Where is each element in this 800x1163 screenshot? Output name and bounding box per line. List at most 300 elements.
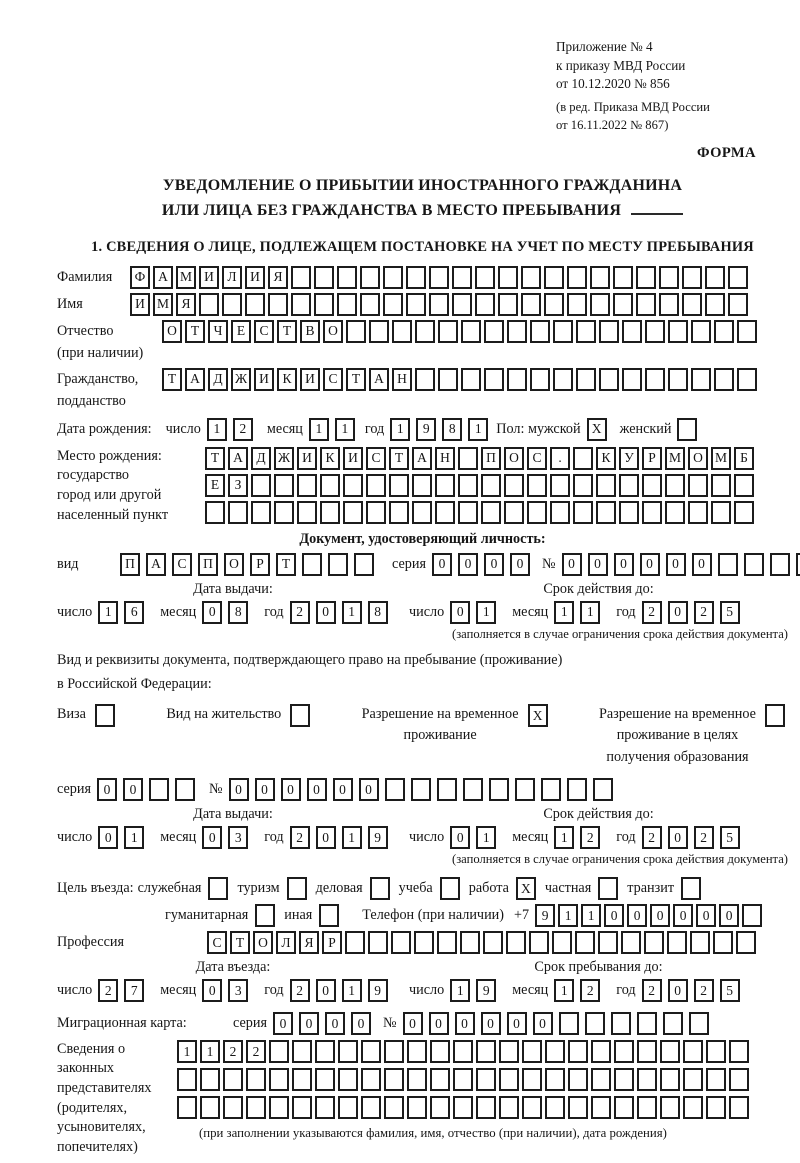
entry-day-cells [98, 979, 150, 1002]
char-cell: Ф [130, 266, 150, 289]
char-cell [660, 1068, 680, 1091]
char-cell: 0 [533, 1012, 553, 1035]
doc-number-cells [562, 553, 800, 576]
char-cell [476, 1068, 496, 1091]
char-cell: Р [250, 553, 270, 576]
edu-permit-checkbox [765, 704, 785, 727]
permit-issue-day-cells [98, 826, 150, 849]
char-cell [385, 778, 405, 801]
permit-issue-heading: Дата выдачи: [193, 805, 273, 822]
char-cell [268, 293, 288, 316]
char-cell: 0 [668, 826, 688, 849]
day-label: число [57, 828, 93, 845]
char-cell [175, 778, 195, 801]
gender-label: Пол: мужской [496, 420, 581, 437]
entry-month-cells [202, 979, 254, 1002]
char-cell: С [323, 368, 343, 391]
migcard-seriya-cells [273, 1012, 377, 1035]
char-cell: Ж [231, 368, 251, 391]
doc-kind-cells [120, 553, 380, 576]
char-cell [337, 293, 357, 316]
char-cell [384, 1068, 404, 1091]
char-cell [659, 266, 679, 289]
char-cell: 0 [403, 1012, 423, 1035]
char-cell [251, 501, 271, 524]
char-cell [619, 501, 639, 524]
char-cell [682, 266, 702, 289]
char-cell [205, 501, 225, 524]
char-cell: О [688, 447, 708, 470]
char-cell: А [146, 553, 166, 576]
profession-label: Профессия [57, 933, 124, 950]
identity-doc-heading: Документ, удостоверяющий личность: [299, 530, 546, 547]
char-cell [297, 501, 317, 524]
char-cell [484, 320, 504, 343]
char-cell [645, 368, 665, 391]
char-cell [251, 474, 271, 497]
char-cell: 0 [719, 904, 739, 927]
char-cell [343, 501, 363, 524]
representatives-row3-cells [177, 1096, 752, 1119]
char-cell: 2 [290, 826, 310, 849]
amendment-line: от 16.11.2022 № 867) [556, 118, 669, 133]
char-cell [622, 368, 642, 391]
char-cell: 6 [124, 601, 144, 624]
char-cell [453, 1040, 473, 1063]
birthplace-row1-cells [205, 447, 757, 470]
phone-prefix: +7 [513, 906, 530, 923]
char-cell [559, 1012, 579, 1035]
char-cell: 2 [223, 1040, 243, 1063]
char-cell [668, 320, 688, 343]
year-label: год [364, 420, 385, 437]
char-cell [476, 1040, 496, 1063]
char-cell: Т [277, 320, 297, 343]
char-cell: М [711, 447, 731, 470]
char-cell: 2 [642, 601, 662, 624]
char-cell [590, 293, 610, 316]
permit-expiry-month-cells [554, 826, 606, 849]
appendix-line: Приложение № 4 [556, 39, 653, 54]
char-cell [688, 474, 708, 497]
char-cell: О [504, 447, 524, 470]
char-cell [458, 474, 478, 497]
char-cell: 5 [720, 826, 740, 849]
char-cell [269, 1040, 289, 1063]
purpose-option-work: работа X [469, 877, 545, 900]
char-cell: Т [230, 931, 250, 954]
entry-date-heading: Дата въезда: [195, 958, 271, 975]
citizenship-label: Гражданство, подданство [57, 370, 139, 409]
stay-day-cells [450, 979, 502, 1002]
char-cell: 0 [281, 778, 301, 801]
char-cell: 0 [429, 1012, 449, 1035]
char-cell [591, 1096, 611, 1119]
char-cell [568, 1068, 588, 1091]
char-cell: 1 [476, 601, 496, 624]
char-cell: О [253, 931, 273, 954]
surname-label: Фамилия [57, 268, 113, 285]
char-cell [414, 931, 434, 954]
char-cell: . [550, 447, 570, 470]
char-cell: О [162, 320, 182, 343]
entry-year-cells [290, 979, 394, 1002]
char-cell [553, 368, 573, 391]
residence-intro-line2: в Российской Федерации: [57, 676, 212, 693]
char-cell [585, 1012, 605, 1035]
char-cell [744, 553, 764, 576]
char-cell [593, 778, 613, 801]
char-cell [541, 778, 561, 801]
char-cell [346, 320, 366, 343]
char-cell [437, 931, 457, 954]
patronymic-label: Отчество (при наличии) [57, 322, 144, 361]
char-cell: Т [185, 320, 205, 343]
birthplace-row2-cells [205, 474, 757, 497]
char-cell [529, 931, 549, 954]
gender-female-checkbox [677, 418, 697, 441]
char-cell [453, 1096, 473, 1119]
char-cell [521, 266, 541, 289]
permit-number-label: № [208, 780, 223, 797]
char-cell [223, 1068, 243, 1091]
char-cell [637, 1096, 657, 1119]
char-cell [429, 266, 449, 289]
char-cell [452, 266, 472, 289]
char-cell: Ж [274, 447, 294, 470]
birthplace-block [57, 447, 788, 528]
char-cell: Я [299, 931, 319, 954]
char-cell [274, 474, 294, 497]
char-cell: 8 [228, 601, 248, 624]
birthdate-month-cells [309, 418, 361, 441]
char-cell [530, 368, 550, 391]
char-cell: 0 [123, 778, 143, 801]
birthdate-row [57, 418, 788, 441]
char-cell: 9 [368, 979, 388, 1002]
char-cell [489, 778, 509, 801]
char-cell [567, 778, 587, 801]
char-cell: 0 [229, 778, 249, 801]
migration-card-label: Миграционная карта: [57, 1014, 187, 1031]
char-cell [659, 293, 679, 316]
char-cell: 0 [316, 979, 336, 1002]
char-cell: З [228, 474, 248, 497]
month-label: месяц [512, 981, 549, 998]
doc-expiry-year-cells [642, 601, 746, 624]
char-cell [575, 931, 595, 954]
other-checkbox [319, 904, 339, 927]
char-cell [590, 266, 610, 289]
char-cell [438, 320, 458, 343]
month-label: месяц [512, 603, 549, 620]
char-cell: Е [205, 474, 225, 497]
char-cell: 1 [342, 601, 362, 624]
char-cell [665, 474, 685, 497]
char-cell [407, 1040, 427, 1063]
char-cell: 0 [97, 778, 117, 801]
char-cell: А [228, 447, 248, 470]
char-cell [499, 1096, 519, 1119]
char-cell: 1 [580, 601, 600, 624]
char-cell [705, 266, 725, 289]
char-cell [734, 501, 754, 524]
char-cell: П [198, 553, 218, 576]
char-cell: 0 [614, 553, 634, 576]
study-checkbox [440, 877, 460, 900]
residence-options-row [57, 704, 788, 768]
char-cell: И [245, 266, 265, 289]
char-cell [292, 1096, 312, 1119]
char-cell: 0 [450, 601, 470, 624]
char-cell [522, 1096, 542, 1119]
char-cell [660, 1096, 680, 1119]
char-cell [200, 1096, 220, 1119]
representatives-note: (при заполнении указываются фамилия, имя, отчество (при наличии), дата рождения) [199, 1125, 667, 1140]
humanitarian-checkbox [255, 904, 275, 927]
char-cell [483, 931, 503, 954]
char-cell [663, 1012, 683, 1035]
char-cell: 2 [694, 601, 714, 624]
char-cell [711, 501, 731, 524]
page-title-line2: ИЛИ ЛИЦА БЕЗ ГРАЖДАНСТВА В МЕСТО ПРЕБЫВАНИЯ [161, 201, 622, 219]
patronymic-cells [162, 320, 760, 343]
char-cell: 1 [98, 601, 118, 624]
char-cell: А [412, 447, 432, 470]
char-cell [245, 293, 265, 316]
permit-seriya-label: серия [57, 780, 91, 797]
char-cell: К [596, 447, 616, 470]
char-cell: 0 [455, 1012, 475, 1035]
char-cell: 0 [351, 1012, 371, 1035]
char-cell: 0 [507, 1012, 527, 1035]
char-cell: 1 [554, 826, 574, 849]
char-cell [619, 474, 639, 497]
char-cell [429, 293, 449, 316]
purpose-option-business: деловая [316, 877, 399, 900]
char-cell [644, 931, 664, 954]
stay-until-heading: Срок пребывания до: [534, 958, 663, 975]
char-cell: С [366, 447, 386, 470]
char-cell [729, 1068, 749, 1091]
doc-kind-row [57, 553, 788, 576]
doc-expiry-date [409, 601, 788, 624]
stay-until-date [409, 979, 788, 1002]
char-cell [481, 474, 501, 497]
char-cell [384, 1040, 404, 1063]
day-label: число [409, 981, 445, 998]
char-cell: 1 [558, 904, 578, 927]
tourism-checkbox [287, 877, 307, 900]
char-cell [315, 1068, 335, 1091]
char-cell: 0 [668, 601, 688, 624]
char-cell: Т [205, 447, 225, 470]
char-cell: 1 [207, 418, 227, 441]
permit-expiry-year-cells [642, 826, 746, 849]
char-cell [406, 266, 426, 289]
char-cell [269, 1068, 289, 1091]
residence-option-temp-permit: Разрешение на временное проживание X [362, 704, 551, 747]
char-cell [315, 1096, 335, 1119]
char-cell [736, 931, 756, 954]
char-cell [366, 474, 386, 497]
char-cell: 0 [432, 553, 452, 576]
profession-cells [207, 931, 759, 954]
char-cell [384, 1096, 404, 1119]
char-cell [297, 474, 317, 497]
char-cell: 3 [228, 826, 248, 849]
char-cell [522, 1040, 542, 1063]
char-cell [544, 293, 564, 316]
char-cell: 0 [325, 1012, 345, 1035]
char-cell: 8 [442, 418, 462, 441]
char-cell: Н [392, 368, 412, 391]
char-cell [599, 320, 619, 343]
char-cell [406, 293, 426, 316]
char-cell [453, 1068, 473, 1091]
char-cell [545, 1096, 565, 1119]
migcard-number-label: № [382, 1014, 397, 1031]
char-cell: М [153, 293, 173, 316]
char-cell [360, 293, 380, 316]
purpose-option-other: иная [284, 904, 348, 927]
char-cell [611, 1012, 631, 1035]
char-cell [369, 320, 389, 343]
char-cell: 0 [604, 904, 624, 927]
char-cell: Д [251, 447, 271, 470]
doc-issue-date [57, 601, 409, 624]
char-cell [361, 1096, 381, 1119]
char-cell: 1 [342, 979, 362, 1002]
char-cell: 0 [359, 778, 379, 801]
char-cell [614, 1040, 634, 1063]
entry-date [57, 979, 409, 1002]
char-cell [683, 1068, 703, 1091]
char-cell [545, 1068, 565, 1091]
char-cell [415, 320, 435, 343]
appendix-line: от 10.12.2020 № 856 [556, 76, 670, 92]
char-cell [521, 293, 541, 316]
char-cell: 2 [98, 979, 118, 1002]
char-cell: 1 [468, 418, 488, 441]
representatives-cells [177, 1040, 752, 1158]
year-label: год [616, 981, 636, 998]
firstname-label: Имя [57, 295, 83, 312]
char-cell [621, 931, 641, 954]
char-cell: 0 [692, 553, 712, 576]
char-cell [737, 320, 757, 343]
char-cell [338, 1096, 358, 1119]
char-cell: 1 [177, 1040, 197, 1063]
char-cell: 0 [627, 904, 647, 927]
char-cell: К [277, 368, 297, 391]
char-cell [499, 1040, 519, 1063]
char-cell: П [120, 553, 140, 576]
month-label: месяц [160, 828, 197, 845]
char-cell [337, 266, 357, 289]
char-cell [292, 1040, 312, 1063]
char-cell: 0 [481, 1012, 501, 1035]
char-cell: И [254, 368, 274, 391]
char-cell: 0 [299, 1012, 319, 1035]
char-cell [770, 553, 790, 576]
char-cell [343, 474, 363, 497]
char-cell [645, 320, 665, 343]
stay-year-cells [642, 979, 746, 1002]
char-cell [320, 474, 340, 497]
month-label: месяц [160, 981, 197, 998]
char-cell: 0 [668, 979, 688, 1002]
char-cell [613, 293, 633, 316]
char-cell: 0 [202, 601, 222, 624]
char-cell [291, 266, 311, 289]
char-cell: Т [389, 447, 409, 470]
char-cell [320, 501, 340, 524]
char-cell: К [320, 447, 340, 470]
title-blank-underline [631, 213, 683, 215]
char-cell [415, 368, 435, 391]
char-cell [683, 1040, 703, 1063]
char-cell [391, 931, 411, 954]
char-cell [412, 474, 432, 497]
char-cell [718, 553, 738, 576]
representatives-label: Сведения о законных представителях (родителях, усыновителях, попечителях) [57, 1040, 152, 1155]
char-cell [796, 553, 800, 576]
char-cell [544, 266, 564, 289]
char-cell [713, 931, 733, 954]
char-cell [568, 1096, 588, 1119]
char-cell [223, 1096, 243, 1119]
representatives-row2-cells [177, 1068, 752, 1091]
char-cell [665, 501, 685, 524]
char-cell: 8 [368, 601, 388, 624]
migration-card-row [57, 1012, 788, 1035]
char-cell [199, 293, 219, 316]
char-cell: 0 [202, 826, 222, 849]
char-cell: 1 [581, 904, 601, 927]
permit-expiry-note: (заполняется в случае ограничения срока действия документа) [452, 851, 788, 866]
char-cell: 0 [640, 553, 660, 576]
char-cell: 0 [696, 904, 716, 927]
char-cell [314, 266, 334, 289]
char-cell: С [172, 553, 192, 576]
char-cell: 0 [510, 553, 530, 576]
char-cell [576, 320, 596, 343]
permit-seriya-cells [97, 778, 201, 801]
char-cell: 2 [694, 979, 714, 1002]
char-cell [596, 474, 616, 497]
char-cell: Б [734, 447, 754, 470]
char-cell: 0 [666, 553, 686, 576]
stay-month-cells [554, 979, 606, 1002]
char-cell: Н [435, 447, 455, 470]
birthdate-year-cells [390, 418, 494, 441]
char-cell: 0 [202, 979, 222, 1002]
year-label: год [264, 981, 284, 998]
profession-row [57, 931, 788, 954]
char-cell: П [481, 447, 501, 470]
char-cell [714, 320, 734, 343]
char-cell: 5 [720, 979, 740, 1002]
char-cell: Я [176, 293, 196, 316]
char-cell [361, 1040, 381, 1063]
doc-seriya-cells [432, 553, 536, 576]
permit-expiry-heading: Срок действия до: [543, 805, 654, 822]
char-cell [458, 447, 478, 470]
char-cell: 0 [255, 778, 275, 801]
doc-kind-label: вид [57, 555, 79, 572]
year-label: год [616, 603, 636, 620]
